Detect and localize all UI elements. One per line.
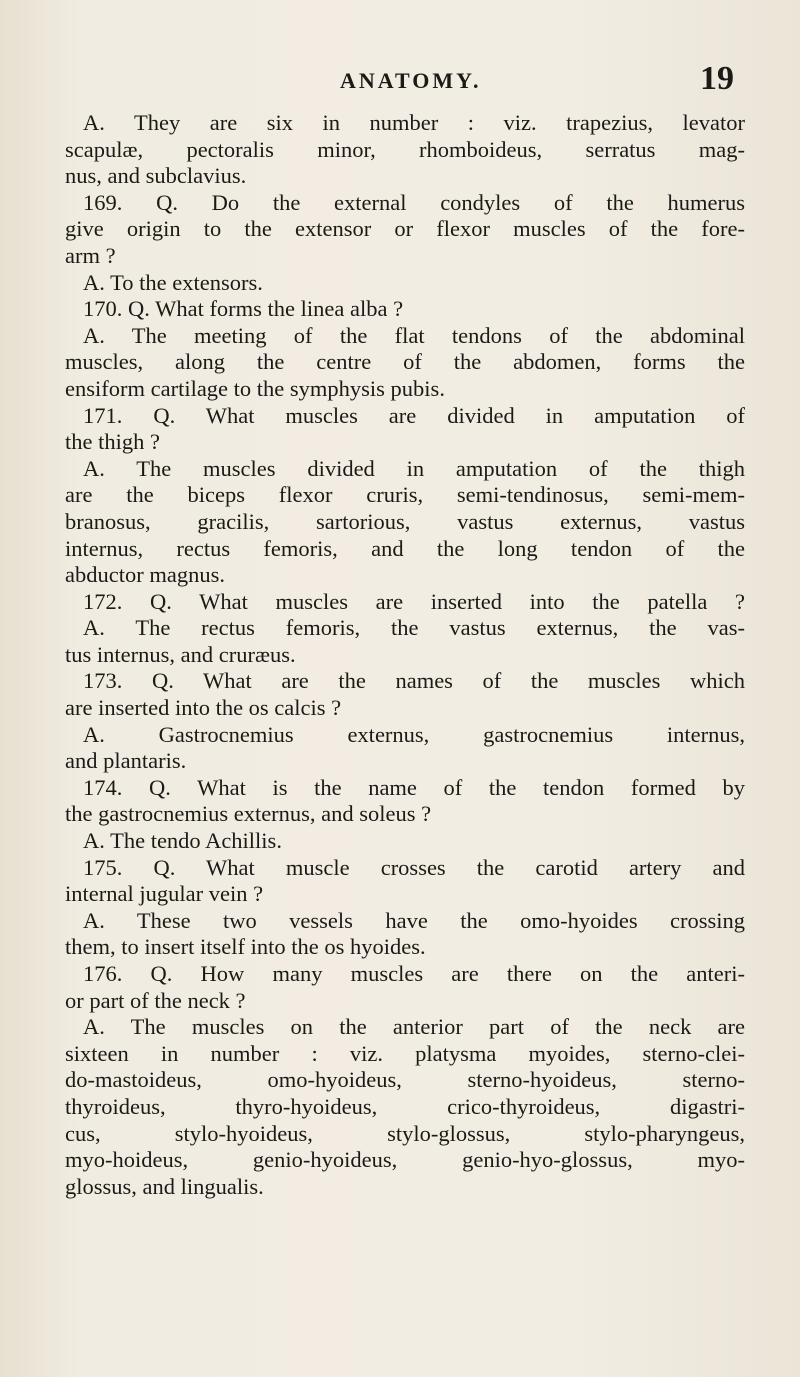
text-line: the thigh ? <box>65 429 160 455</box>
page-header <box>0 60 800 106</box>
text-line: 170. Q. What forms the linea alba ? <box>83 296 404 322</box>
text-line: give origin to the extensor or flexor muscles of the fore- <box>65 216 745 242</box>
text-line: muscles, along the centre of the abdomen, forms the <box>65 349 745 375</box>
text-line: 171. Q. What muscles are divided in amputation of <box>83 402 745 428</box>
text-line: branosus, gracilis, sartorious, vastus externus, vastus <box>65 508 745 534</box>
text-line: internus, rectus femoris, and the long tendon of the <box>65 535 745 561</box>
text-line: them, to insert itself into the os hyoides. <box>65 934 426 960</box>
text-line: 174. Q. What is the name of the tendon formed by <box>83 774 745 800</box>
text-line: nus, and subclavius. <box>65 163 247 189</box>
text-line: scapulæ, pectoralis minor, rhomboideus, serratus mag- <box>65 136 745 162</box>
text-line: A. The muscles divided in amputation of the thigh <box>83 455 745 481</box>
text-line: A. The meeting of the flat tendons of the abdominal <box>83 322 745 348</box>
text-line: ensiform cartilage to the symphysis pubis. <box>65 375 445 401</box>
text-line: myo-hoideus, genio-hyoideus, genio-hyo-glossus, myo- <box>65 1147 745 1173</box>
text-line: A. Gastrocnemius externus, gastrocnemius internus, <box>83 721 745 747</box>
text-line: A. The muscles on the anterior part of the neck are <box>83 1014 745 1040</box>
text-line: 172. Q. What muscles are inserted into the patella ? <box>83 588 745 614</box>
running-title: ANATOMY. <box>340 68 482 93</box>
text-line: internal jugular vein ? <box>65 881 264 907</box>
text-line: the gastrocnemius externus, and soleus ? <box>65 801 432 827</box>
text-line: 176. Q. How many muscles are there on the anteri- <box>83 961 745 986</box>
body-text <box>65 110 745 1200</box>
text-line: A. The rectus femoris, the vastus externus, the vas- <box>83 615 745 641</box>
text-line: A. To the extensors. <box>83 269 263 295</box>
text-line: sixteen in number : viz. platysma myoides, sterno-clei- <box>65 1040 745 1066</box>
text-line: tus internus, and cruræus. <box>65 641 296 667</box>
text-line: or part of the neck ? <box>65 987 246 1013</box>
text-line: and plantaris. <box>65 748 187 774</box>
text-line: A. They are six in number : viz. trapezius, levator <box>83 110 745 135</box>
text-line: abductor magnus. <box>65 562 225 588</box>
text-line: A. The tendo Achillis. <box>83 828 282 854</box>
text-line: 175. Q. What muscle crosses the carotid artery and <box>83 854 745 880</box>
text-line: are the biceps flexor cruris, semi-tendinosus, semi-mem- <box>65 482 745 508</box>
text-line: cus, stylo-hyoideus, stylo-glossus, stylo-pharyngeus, <box>65 1120 745 1146</box>
text-line: glossus, and lingualis. <box>65 1173 264 1199</box>
page-number: 19 <box>700 60 734 97</box>
text-line: thyroideus, thyro-hyoideus, crico-thyroideus, digastri- <box>65 1093 745 1119</box>
text-line: are inserted into the os calcis ? <box>65 695 342 721</box>
text-line: 173. Q. What are the names of the muscles which <box>83 668 745 694</box>
text-line: arm ? <box>65 242 116 268</box>
text-line: 169. Q. Do the external condyles of the humerus <box>83 189 745 215</box>
text-line: do-mastoideus, omo-hyoideus, sterno-hyoideus, sterno- <box>65 1067 745 1093</box>
text-line: A. These two vessels have the omo-hyoides crossing <box>83 907 745 933</box>
